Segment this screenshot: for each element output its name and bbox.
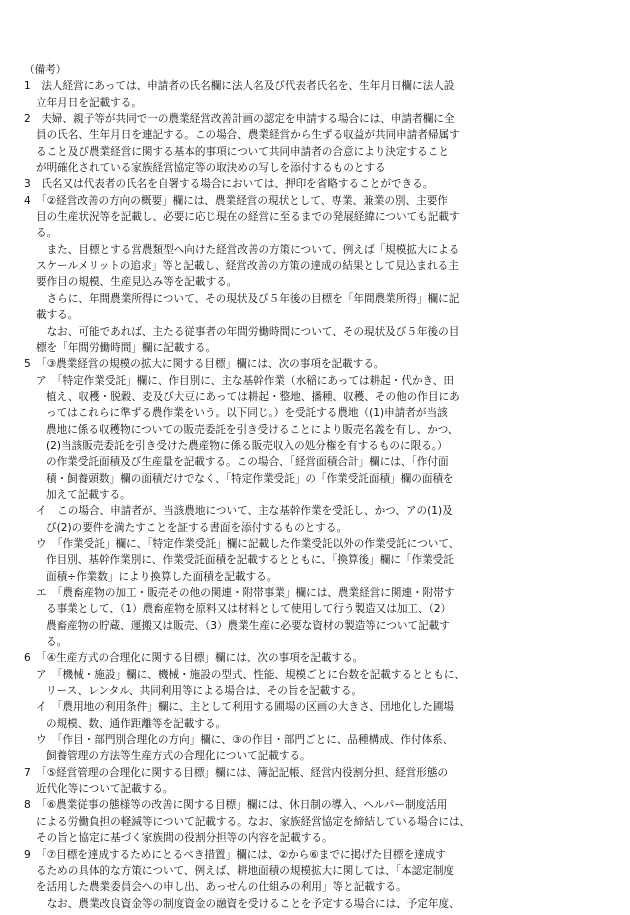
remark-line-text: 飼養管理の方法等生産方式の合理化について記載する。 (46, 750, 311, 763)
remark-line-text: リース、レンタル、共同利用等による場合は、その旨を記載する。 (46, 685, 363, 698)
remark-line (24, 438, 616, 454)
remark-line-text: 2 夫婦、親子等が共同で一の農業経営改善計画の認定を申請する場合には、申請者欄に全 (24, 113, 455, 126)
remark-line (24, 242, 616, 258)
remark-line-text: 6 「④生産方式の合理化に関する目標」欄には、次の事項を記載する。 (24, 652, 364, 665)
remark-line-text: また、目標とする営農類型へ向けた経営改善の方策について、例えば「規模拡大による (36, 243, 460, 256)
remark-line (24, 340, 616, 356)
remark-line (24, 585, 616, 601)
remark-line (24, 422, 616, 438)
remark-line-text: るための具体的な方策について、例えば、耕地面積の規模拡大に関しては、「本認定制度 (36, 864, 455, 877)
remark-line (24, 160, 616, 176)
remark-line (24, 650, 616, 666)
remark-line (24, 389, 616, 405)
remark-line-text: イ 「農用地の利用条件」欄に、主として利用する圃場の区画の大きさ、団地化した圃場 (36, 701, 455, 714)
remark-line-text: を活用した農業委員会への申し出、あっせんの仕組みの利用」等と記載する。 (36, 881, 407, 894)
remark-line (24, 536, 616, 552)
remark-line (24, 144, 616, 160)
remark-line-text: 面積÷作業数」により換算した面積を記載する。 (46, 570, 278, 583)
remark-line (24, 863, 616, 879)
remark-line-text: (2)当該販売委託を引き受けた農産物に係る販売収入の処分権を有するものに限る。） (46, 439, 448, 452)
remark-line (24, 111, 616, 127)
remark-line (24, 896, 616, 912)
remark-line (24, 487, 616, 503)
remark-line (24, 634, 616, 650)
remark-line (24, 683, 616, 699)
remark-line (24, 847, 616, 863)
remark-line-text: による労働負担の軽減等について記載する。なお、家族経営協定を締結している場合には、 (36, 815, 471, 828)
remarks-document (24, 62, 616, 912)
remark-line (24, 879, 616, 895)
remark-line-text: さらに、年間農業所得について、その現状及び５年後の目標を「年間農業所得」欄に記 (36, 292, 460, 305)
remark-line-text: 9 「⑦目標を達成するためにとるべき措置」欄には、②から⑥までに掲げた目標を達成す (24, 848, 446, 861)
remark-line (24, 830, 616, 846)
remark-line (24, 373, 616, 389)
remark-line (24, 454, 616, 470)
remark-line-text: ウ 「作目・部門別合理化の方向」欄に、③の作目・部門ごとに、品種構成、作付体系、 (36, 734, 454, 747)
remark-line-text: 農畜産物の貯蔵、運搬又は販売、（3）農業生産に必要な資材の製造等について記載す (46, 619, 450, 632)
remark-line (24, 405, 616, 421)
remark-line (24, 324, 616, 340)
remark-line (24, 552, 616, 568)
remark-line (24, 95, 616, 111)
remark-line (24, 781, 616, 797)
remark-line-text: る。 (36, 227, 58, 240)
remark-line (24, 520, 616, 536)
remark-line-text: エ 「農畜産物の加工・販売その他の関連・附帯事業」欄には、農業経営に関連・附帯す (36, 587, 455, 599)
remark-line (24, 274, 616, 290)
remark-line-text: 5 「③農業経営の規模の拡大に関する目標」欄には、次の事項を記載する。 (24, 358, 385, 371)
remark-line-text: ア 「特定作業受託」欄に、作目別に、主な基幹作業（水稲にあっては耕起・代かき、田 (36, 374, 454, 387)
remark-line (24, 503, 616, 519)
remark-line (24, 471, 616, 487)
remark-line-text: 植え、収穫・脱穀、麦及び大豆にあっては耕起・整地、播種、収穫、その他の作目にあ (46, 390, 460, 403)
remark-line-text: 員の氏名、生年月日を連記する。この場合、農業経営から生ずる収益が共同申請者帰属す (36, 129, 460, 142)
remark-line (24, 291, 616, 307)
remark-line-text: の作業受託面積及び生産量を記載する。この場合、「経営面積合計」欄には、「作付面 (46, 456, 449, 469)
remark-line-text: 7 「⑤経営管理の合理化に関する目標」欄には、簿記記帳、経営内役割分担、経営形態の (24, 766, 449, 779)
remark-line-text: の規模、数、通作距離等を記載する。 (46, 717, 227, 730)
remark-line-text: が明確化されている家族経営協定等の取決めの写しを添付するものとする (36, 162, 386, 175)
remark-line-text: 要作目の規模、生産見込み等を記載する。 (36, 276, 238, 289)
remark-line-text: ること及び農業経営に関する基本的事項について共同申請者の合意により決定すること (36, 145, 449, 158)
remark-line-text: 農地に係る収穫物についての販売委託を引き受けることにより販売名義を有し、かつ、 (46, 423, 459, 436)
remark-line (24, 356, 616, 372)
remark-line-text: なお、可能であれば、主たる従事者の年間労働時間について、その現状及び５年後の目 (36, 325, 460, 338)
remark-line (24, 258, 616, 274)
remark-line (24, 667, 616, 683)
remarks-body (24, 78, 616, 912)
remark-line (24, 176, 616, 192)
remark-line-text: る。 (46, 636, 68, 649)
remark-line-text: ってはこれらに準ずる農作業をいう。以下同じ。）を受託する農地（(1)申請者が当該 (46, 407, 448, 420)
remark-line (24, 209, 616, 225)
remark-line-text: 標を「年間労働時間」欄に記載する。 (36, 341, 217, 354)
remark-line (24, 225, 616, 241)
remark-line-text: 作目別、基幹作業別に、作業受託面積を記載するとともに、「換算後」欄に「作業受託 (46, 554, 454, 567)
remark-line (24, 569, 616, 585)
remark-line-text: ウ 「作業受託」欄に、「特定作業受託」欄に記載した作業受託以外の作業受託について、 (36, 537, 460, 550)
remark-line (24, 814, 616, 830)
remark-line-text: 立年月日を記載する。 (36, 96, 142, 109)
remark-line-text: イ この場合、申請者が、当該農地について、主な基幹作業を受託し、かつ、アの(1)及 (36, 505, 453, 518)
remark-line-text: なお、農業改良資金等の制度資金の融資を受けることを予定する場合には、予定年度、 (36, 897, 460, 910)
remark-line (24, 765, 616, 781)
remark-line-text: ア 「機械・施設」欄に、機械・施設の型式、性能、規模ごとに台数を記載するとともに、 (36, 668, 466, 681)
remark-line-text: スケールメリットの追求」等と記載し、経営改善の方策の達成の結果として見込まれる主 (36, 260, 459, 273)
remark-line (24, 748, 616, 764)
remark-line (24, 601, 616, 617)
remark-line-text: その旨と協定に基づく家族間の役割分担等の内容を記載する。 (36, 832, 333, 845)
remark-line (24, 732, 616, 748)
remarks-heading: （備考） (24, 64, 67, 76)
remark-line-text: 加えて記載する。 (46, 488, 131, 501)
remark-line-text: び(2)の要件を満たすことを証する書面を添付するものとする。 (46, 521, 348, 534)
remark-line (24, 307, 616, 323)
remark-line (24, 127, 616, 143)
remark-line-text: 目の生産状況等を記載し、必要に応じ現在の経営に至るまでの発展経緯についても記載す (36, 211, 460, 224)
remark-line (24, 78, 616, 94)
remark-line-text: 積・飼養頭数」欄の面積だけでなく、「特定作業受託」の「作業受託面積」欄の面積を (46, 472, 454, 485)
remark-line-text: 4 「②経営改善の方向の概要」欄には、農業経営の現状として、専業、兼業の別、主要作 (24, 194, 448, 207)
remark-line-text: 1 法人経営にあっては、申請者の氏名欄に法人名及び代表者氏名を、生年月日欄に法人設 (24, 80, 455, 93)
remark-line-text: 3 氏名又は代表者の氏名を自署する場合においては、押印を省略することができる。 (24, 178, 434, 191)
remark-line-text: 載する。 (36, 309, 79, 322)
remark-line (24, 699, 616, 715)
remark-line-text: る事業として、（1）農畜産物を原料又は材料として使用して行う製造又は加工、（2） (46, 603, 452, 616)
remark-line-text: 8 「⑥農業従事の態様等の改善に関する目標」欄には、休日制の導入、ヘルパー制度活用 (24, 799, 448, 812)
remark-line-text: 近代化等について記載する。 (36, 783, 174, 796)
remark-line (24, 193, 616, 209)
remark-line (24, 716, 616, 732)
remark-line (24, 797, 616, 813)
remark-line (24, 618, 616, 634)
